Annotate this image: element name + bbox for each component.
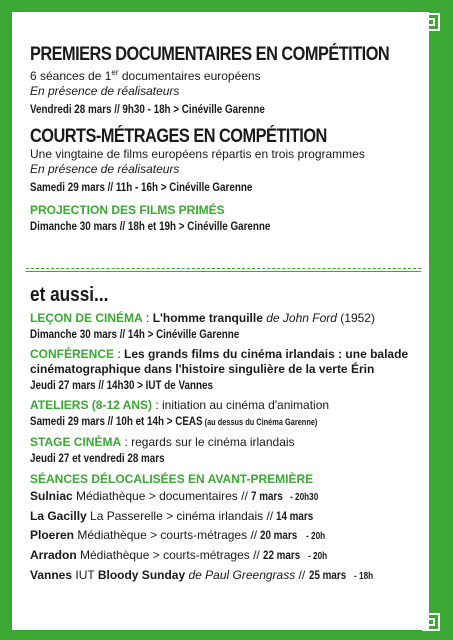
list-item: Vannes IUT Bloody Sunday de Paul Greengrass // 25 mars- 18h [30, 568, 374, 582]
ateliers [30, 398, 430, 431]
stage-cinema [30, 435, 430, 467]
conference-line: CONFÉRENCE : Les grands films du cinéma irlandais : une balade [30, 347, 409, 361]
lecon-de-cinema [30, 311, 430, 343]
list-item: Ploeren Médiathèque > courts-métrages // 20 mars- 20h [30, 528, 325, 542]
aussi-heading: et aussi... [30, 284, 109, 306]
seances-delocalisees [30, 471, 430, 586]
projection-title: PROJECTION DES FILMS PRIMÉS [30, 203, 225, 217]
lecon-detail: Dimanche 30 mars // 14h > Cinéville Garenne [30, 327, 240, 341]
stage-line: STAGE CINÉMA : regards sur le cinéma irlandais [30, 435, 295, 449]
lecon-line: LEÇON DE CINÉMA : L'homme tranquille de John Ford (1952) [30, 311, 375, 325]
section-note: En présence de réalisateurs [30, 162, 180, 176]
corner-ornament-icon [421, 12, 441, 32]
conference [30, 347, 430, 394]
section-detail: Vendredi 28 mars // 9h30 - 18h > Cinéville Garenne [30, 102, 265, 116]
section-description: 6 séances de 1er documentaires européens [30, 68, 261, 83]
section-title: PREMIERS DOCUMENTAIRES EN COMPÉTITION [30, 44, 390, 65]
section-courts-metrages [30, 126, 430, 196]
list-item: Sulniac Médiathèque > documentaires // 7 mars- 20h30 [30, 489, 319, 503]
section-detail: Samedi 29 mars // 11h - 16h > Cinéville Garenne [30, 180, 253, 194]
delocalisees-title: SÉANCES DÉLOCALISÉES EN AVANT-PREMIÈRE [30, 472, 314, 486]
conference-detail: Jeudi 27 mars // 14h30 > IUT de Vannes [30, 378, 213, 392]
section-projection [30, 202, 430, 235]
section-note: En présence de réalisateurs [30, 84, 180, 98]
section-premiers-documentaires [30, 44, 430, 118]
ateliers-line: ATELIERS (8-12 ANS) : initiation au cinéma d'animation [30, 398, 330, 412]
conference-line-2: cinématographique dans l'histoire singulière de la verte Érin [30, 362, 375, 376]
section-description: Une vingtaine de films européens répartis en trois programmes [30, 147, 365, 161]
content-aussi [30, 284, 430, 586]
stage-detail: Jeudi 27 et vendredi 28 mars [30, 451, 165, 465]
divider [26, 271, 421, 272]
section-title: COURTS-MÉTRAGES EN COMPÉTITION [30, 126, 327, 147]
divider [26, 268, 421, 269]
ateliers-detail: Samedi 29 mars // 10h et 14h > CEAS (au dessus du Cinéma Garenne) [30, 414, 318, 428]
corner-ornament-icon [421, 612, 441, 632]
content [30, 44, 430, 235]
projection-detail: Dimanche 30 mars // 18h et 19h > Cinéville Garenne [30, 219, 271, 233]
list-item: Arradon Médiathèque > courts-métrages // 22 mars- 20h [30, 548, 328, 562]
list-item: La Gacilly La Passerelle > cinéma irlandais // 14 mars [30, 509, 314, 523]
